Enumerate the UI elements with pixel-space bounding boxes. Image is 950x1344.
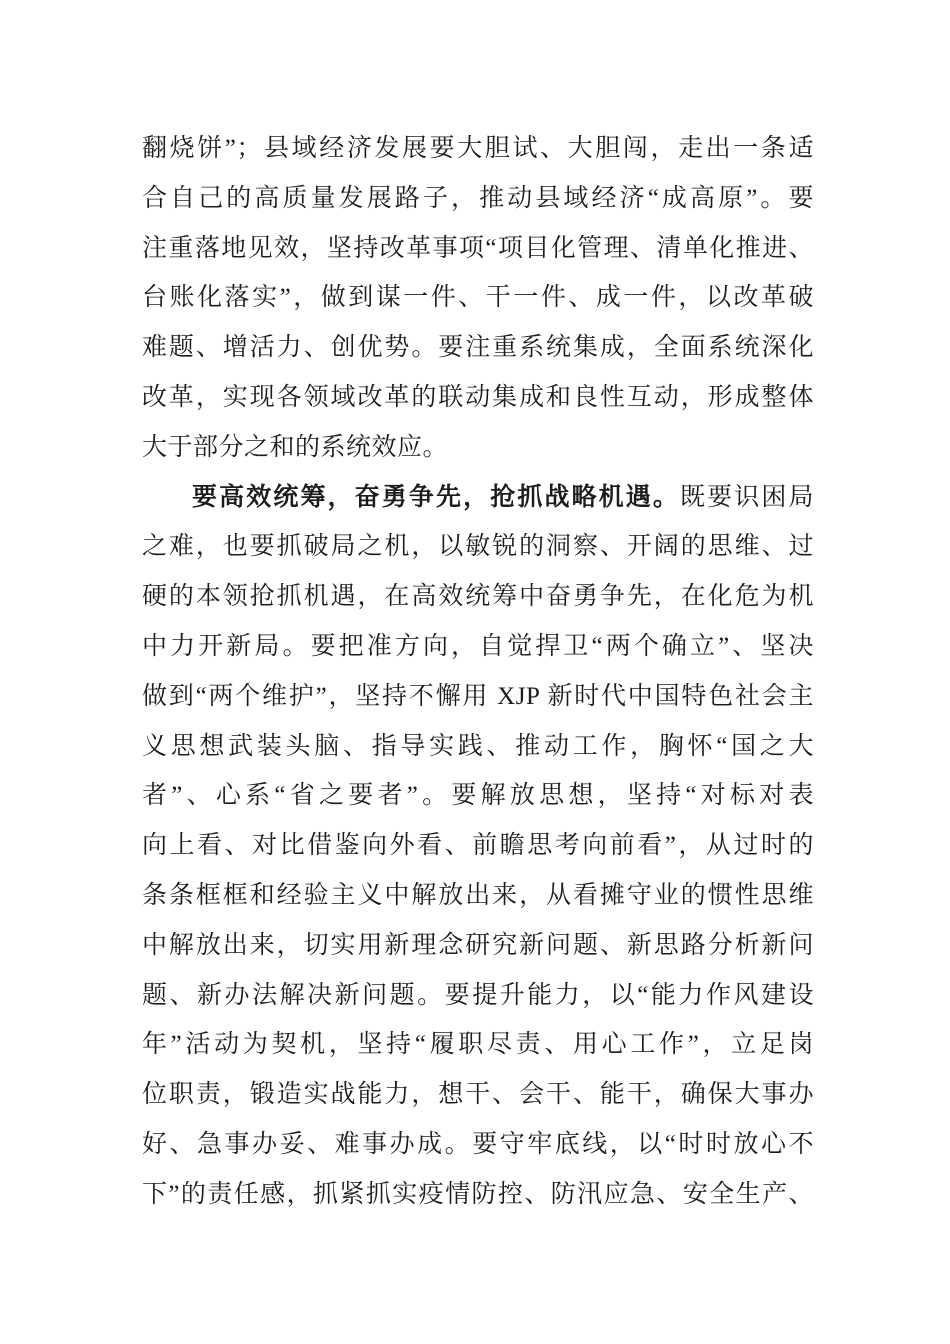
text-line: 改革，实现各领域改革的联动集成和良性互动，形成整体 [142,383,814,411]
document-text-body [142,124,814,1220]
text-line: 中解放出来，切实用新理念研究新问题、新思路分析新问 [142,931,814,959]
paragraph-lead-bold: 要高效统筹，奋勇争先，抢抓战略机遇。 [192,483,681,511]
text-line: 向上看、对比借鉴向外看、前瞻思考向前看”，从过时的 [142,832,814,860]
text-line: 翻烧饼”；县域经济发展要大胆试、大胆闯，走出一条适 [142,135,814,162]
paragraph-lead-continuation: 既要识困局 [680,483,814,511]
text-line: 注重落地见效，坚持改革事项“项目化管理、清单化推进、 [142,234,814,262]
text-line: 年”活动为契机，坚持“履职尽责、用心工作”，立足岗 [142,1031,814,1059]
text-line: 台账化落实”，做到谋一件、干一件、成一件，以改革破 [142,284,814,312]
text-line-paragraph-end: 大于部分之和的系统效应。 [142,433,449,461]
text-line: 难题、增活力、创优势。要注重系统集成，全面系统深化 [142,334,814,362]
text-line: 中力开新局。要把准方向，自觉捍卫“两个确立”、坚决 [142,632,814,660]
text-line: 做到“两个维护”，坚持不懈用 XJP 新时代中国特色社会主 [142,682,814,710]
text-line-paragraph-start [142,473,814,523]
text-line: 条条框框和经验主义中解放出来，从看摊守业的惯性思维 [142,881,814,909]
text-line: 位职责，锻造实战能力，想干、会干、能干，确保大事办 [142,1081,814,1109]
text-line: 合自己的高质量发展路子，推动县域经济“成高原”。要 [142,184,814,212]
text-line: 义思想武装头脑、指导实践、推动工作，胸怀“国之大 [142,732,814,760]
text-line: 好、急事办妥、难事办成。要守牢底线，以“时时放心不 [142,1130,814,1158]
text-line: 者”、心系“省之要者”。要解放思想，坚持“对标对表 [142,782,814,810]
text-line: 下”的责任感，抓紧抓实疫情防控、防汛应急、安全生产、 [142,1180,814,1208]
text-line: 之难，也要抓破局之机，以敏锐的洞察、开阔的思维、过 [142,533,814,561]
text-line: 硬的本领抢抓机遇，在高效统筹中奋勇争先，在化危为机 [142,583,814,611]
text-line: 题、新办法解决新问题。要提升能力，以“能力作风建设 [142,981,814,1009]
